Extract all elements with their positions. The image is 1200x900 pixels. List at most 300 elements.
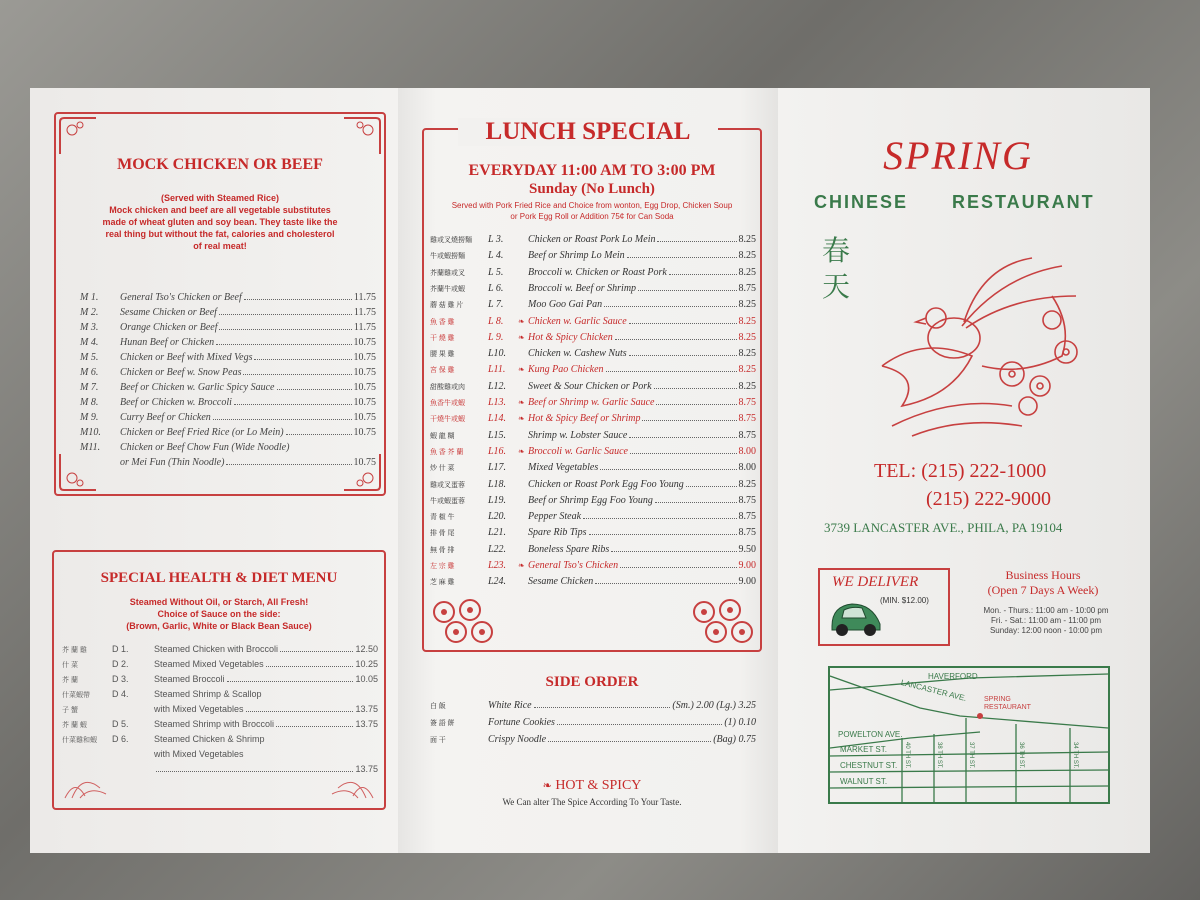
item-price: 10.75 (353, 352, 376, 363)
dot-leader (219, 329, 351, 330)
item-price: 8.25 (738, 234, 756, 245)
mock-description (56, 192, 384, 252)
mock-served: (Served with Steamed Rice) (160, 193, 280, 203)
mock-desc-line: Mock chicken and beef are all vegetable substitutes (109, 205, 331, 215)
item-price: 13.75 (355, 704, 378, 714)
dot-leader (254, 359, 351, 360)
dot-leader (620, 567, 736, 568)
we-deliver: WE DELIVER (832, 574, 919, 590)
hot-spicy-note: We Can alter The Spice According To Your Taste. (502, 797, 682, 807)
location-map (828, 666, 1110, 804)
lunch-item (430, 479, 756, 490)
cross-street-label: 37 TH ST. (968, 742, 974, 769)
dot-leader (589, 534, 737, 535)
item-code: L15. (488, 429, 507, 441)
item-name: Shrimp w. Lobster Sauce (528, 429, 628, 441)
mock-item (80, 382, 376, 393)
diet-item (62, 644, 378, 655)
item-price: 10.75 (353, 367, 376, 378)
item-chinese: 什 菜 (62, 662, 78, 669)
mock-item (80, 352, 376, 363)
item-name: Boneless Spare Ribs (528, 543, 610, 555)
lunch-note-line: Served with Pork Fried Rice and Choice from wonton, Egg Drop, Chicken Soup (451, 201, 733, 210)
lunch-item (430, 430, 756, 441)
item-name: Beef or Chicken w. Garlic Spicy Sauce (120, 382, 275, 393)
item-price: 8.25 (738, 266, 756, 278)
mock-desc-line: of real meat! (193, 241, 247, 251)
item-code: L20. (488, 511, 507, 523)
item-name: Mixed Vegetables (528, 462, 599, 474)
dot-leader (243, 374, 351, 375)
item-code: L 7. (488, 299, 504, 311)
dot-leader (595, 583, 736, 584)
dot-leader (642, 420, 736, 421)
lunch-item (430, 316, 756, 327)
dot-leader (557, 724, 722, 725)
dot-leader (669, 274, 737, 275)
lunch-item (430, 397, 756, 408)
item-price: 8.25 (738, 299, 756, 311)
item-name: Kung Pao Chicken (528, 364, 604, 376)
business-hours-sub: (Open 7 Days A Week) (987, 583, 1099, 597)
item-code: D 1. (112, 644, 129, 654)
item-code: L21. (488, 527, 507, 539)
item-chinese: 青 椒 牛 (430, 513, 455, 522)
item-price: 10.75 (353, 382, 376, 393)
pepper-icon: ❧ (518, 561, 525, 570)
item-price: 8.75 (738, 397, 756, 408)
item-name: Broccoli w. Beef or Shrimp (528, 282, 637, 294)
lunch-item (430, 446, 756, 457)
item-price: 8.25 (738, 348, 756, 360)
item-price: 10.75 (353, 337, 376, 348)
lunch-item (430, 413, 756, 424)
item-chinese: 魚香牛或蝦 (430, 399, 465, 407)
restaurant-name: SPRING (883, 133, 1033, 178)
hot-spicy-label: HOT & SPICY (555, 778, 642, 793)
item-code: M 9. (80, 412, 99, 423)
dot-leader (276, 726, 353, 727)
item-name: with Mixed Vegetables (154, 749, 244, 759)
item-name: Chicken or Beef with Mixed Vegs (120, 352, 253, 363)
item-name: Hunan Beef or Chicken (120, 337, 215, 348)
item-name: Hot & Spicy Chicken (528, 331, 613, 343)
street-label: HAVERFORD (928, 672, 978, 681)
delivery-box (818, 568, 950, 646)
item-price: 9.00 (738, 560, 756, 571)
street-label: CHESTNUT ST. (840, 761, 898, 770)
restaurant-word: RESTAURANT (952, 192, 1095, 212)
dot-leader (156, 771, 353, 772)
item-name: Broccoli w. Garlic Sauce (528, 445, 628, 457)
lunch-item (430, 332, 756, 343)
dot-leader (654, 388, 737, 389)
item-chinese: 簽 語 餅 (430, 719, 455, 727)
item-name: Sweet & Sour Chicken or Pork (528, 380, 652, 392)
diet-item (62, 689, 378, 700)
item-name: Chicken w. Cashew Nuts (528, 348, 627, 360)
lunch-item (430, 544, 756, 555)
item-code: D 4. (112, 689, 129, 699)
cross-street-label: 40 TH ST. (904, 742, 910, 769)
lunch-item (430, 576, 756, 587)
item-chinese: 雞或叉燒撈麵 (430, 236, 472, 244)
item-price: 8.00 (738, 445, 756, 457)
item-price: 11.75 (353, 307, 376, 318)
spring-marker-label (984, 696, 1031, 712)
lunch-item (430, 364, 756, 375)
item-price: 9.50 (738, 543, 756, 555)
item-price: 8.75 (738, 494, 756, 506)
item-code: L 3. (488, 234, 504, 245)
pepper-icon: ❧ (518, 446, 525, 456)
item-chinese: 甜酸雞或肉 (430, 382, 465, 391)
item-chinese: 炒 什 菜 (430, 464, 455, 473)
item-price: (1) 0.10 (724, 717, 756, 728)
zh-char: 春 (822, 236, 851, 267)
item-chinese: 蘑 菇 雞 片 (430, 301, 464, 310)
item-price: 8.75 (738, 282, 756, 294)
item-name: Steamed Chicken & Shrimp (154, 734, 265, 744)
dot-leader (686, 486, 737, 487)
item-code: D 5. (112, 719, 129, 729)
diet-item (62, 764, 378, 775)
item-name: Sesame Chicken or Beef (120, 307, 217, 318)
dot-leader (583, 518, 736, 519)
item-price: 8.25 (738, 250, 756, 262)
item-chinese: 腰 果 雞 (430, 350, 455, 359)
restaurant-label: RESTAURANT (984, 704, 1031, 711)
item-name: or Mei Fun (Thin Noodle) (120, 457, 225, 468)
cross-street-label: 38 TH ST. (936, 742, 942, 769)
diet-subtitle (54, 596, 384, 632)
lunch-item (430, 348, 756, 359)
mock-item (80, 367, 376, 378)
item-price: 11.75 (353, 322, 376, 333)
item-code: L18. (488, 478, 507, 490)
item-code: L19. (488, 494, 507, 506)
item-code: L13. (488, 397, 507, 408)
diet-item (62, 674, 378, 685)
lunch-item (430, 267, 756, 278)
item-price: 8.75 (738, 413, 756, 425)
dot-leader (286, 434, 352, 435)
lunch-item (430, 527, 756, 538)
item-name: Chicken or Beef Chow Fun (Wide Noodle) (120, 442, 290, 453)
item-chinese: 什菜蝦帶 (62, 692, 90, 699)
dot-leader (606, 371, 737, 372)
pepper-icon: ❧ (518, 365, 525, 375)
item-name: Spare Rib Tips (528, 527, 587, 539)
item-price: 8.25 (738, 380, 756, 392)
item-chinese: 牛或蝦蛋蓉 (430, 496, 465, 505)
item-name: with Mixed Vegetables (154, 704, 244, 714)
item-price: 10.75 (353, 427, 376, 438)
lunch-note-line: or Pork Egg Roll or Addition 75¢ for Can Soda (510, 212, 674, 221)
car-icon (828, 596, 884, 640)
dot-leader (244, 299, 352, 300)
item-chinese: 左 宗 雞 (430, 562, 455, 570)
item-code: M 6. (80, 367, 99, 378)
item-chinese: 蝦 龍 糊 (430, 431, 455, 440)
dot-leader (266, 666, 354, 667)
side-item (430, 717, 756, 728)
diet-title: SPECIAL HEALTH & DIET MENU (100, 570, 338, 586)
item-price: 11.75 (353, 292, 376, 303)
item-chinese: 干燒牛或蝦 (430, 415, 465, 424)
panel-right (778, 88, 1150, 853)
item-name: Chicken or Beef Fried Rice (or Lo Mein) (120, 427, 284, 438)
dot-leader (627, 257, 737, 258)
lunch-item (430, 381, 756, 392)
item-name: Hot & Spicy Beef or Shrimp (528, 413, 641, 425)
diet-item (62, 749, 378, 759)
lunch-item (430, 250, 756, 261)
item-price: 8.75 (738, 527, 756, 539)
dot-leader (234, 404, 352, 405)
dot-leader (629, 355, 737, 356)
item-name: Beef or Shrimp w. Garlic Sauce (528, 397, 655, 408)
diet-sub-line: Steamed Without Oil, or Starch, All Fresh! (129, 597, 309, 607)
tel-number-1: (215) 222-1000 (921, 460, 1047, 482)
item-code: M 8. (80, 397, 99, 408)
item-name: Broccoli w. Chicken or Roast Pork (528, 266, 667, 278)
mock-title: MOCK CHICKEN OR BEEF (117, 156, 323, 173)
address: 3739 LANCASTER AVE., PHILA, PA 19104 (824, 520, 1063, 535)
mock-item (80, 337, 376, 348)
item-code: M 7. (80, 382, 99, 393)
mock-desc-line: real thing but without the fat, calories and cholesterol (105, 229, 335, 239)
tel-number-2: (215) 222-9000 (926, 488, 1051, 510)
dot-leader (280, 651, 353, 652)
diet-item (62, 659, 378, 670)
item-name: Sesame Chicken (528, 576, 594, 588)
item-code: L22. (488, 543, 507, 555)
item-price: 8.75 (738, 429, 756, 441)
lunch-note (422, 200, 762, 222)
item-code: M11. (80, 442, 101, 453)
business-hours-list (968, 606, 1124, 636)
item-price: 10.75 (353, 397, 376, 408)
item-chinese: 芥蘭雞或叉 (430, 268, 465, 277)
mock-item (80, 397, 376, 408)
mock-desc-line: made of wheat gluten and soy bean. They taste like the (102, 217, 338, 227)
mock-box (54, 112, 386, 496)
item-chinese: 魚 香 雞 (430, 317, 455, 326)
item-price: 12.50 (355, 644, 378, 654)
item-chinese: 牛或蝦撈麵 (430, 252, 465, 261)
item-chinese: 芥 蘭 (62, 677, 78, 684)
item-code: D 2. (112, 659, 129, 669)
diet-sub-line: (Brown, Garlic, White or Black Bean Sauce) (126, 621, 312, 631)
spring-label: SPRING (984, 696, 1011, 703)
street-label: WALNUT ST. (840, 777, 888, 786)
item-chinese: 無 骨 排 (430, 545, 455, 554)
item-code: L23. (488, 560, 507, 571)
mock-item (80, 292, 376, 303)
item-code: L 4. (488, 250, 504, 262)
lunch-item (430, 511, 756, 522)
item-code: L 6. (488, 282, 504, 294)
item-code: L 9. (488, 331, 504, 343)
item-name: Steamed Chicken with Broccoli (154, 644, 279, 654)
lunch-item (430, 234, 756, 245)
pepper-icon: ❧ (518, 398, 525, 407)
dot-leader (604, 306, 736, 307)
item-chinese: 魚 香 芥 蘭 (430, 447, 464, 456)
chinese-characters (822, 234, 850, 306)
dot-leader (219, 314, 352, 315)
item-code: M 1. (80, 292, 99, 303)
item-price: 8.25 (738, 364, 756, 376)
item-price: 10.75 (353, 457, 376, 468)
item-name: Moo Goo Gai Pan (528, 299, 603, 311)
street-label: POWELTON AVE. (838, 730, 903, 739)
floral-corner-icon (58, 116, 98, 156)
mock-item (80, 412, 376, 423)
pepper-icon: ❧ (542, 780, 552, 792)
lunch-item (430, 560, 756, 571)
item-code: M 4. (80, 337, 99, 348)
item-price: 8.25 (738, 315, 756, 327)
item-chinese: 什菜雞和蝦 (62, 737, 97, 744)
item-name: Steamed Broccoli (154, 674, 225, 684)
dot-leader (246, 711, 354, 712)
item-name: Chicken or Beef w. Snow Peas (120, 367, 242, 378)
pepper-icon: ❧ (518, 316, 525, 326)
item-name: Chicken w. Garlic Sauce (528, 315, 627, 327)
item-code: L12. (488, 380, 507, 392)
street-label: LANCASTER AVE. (899, 677, 968, 704)
item-chinese: 芥蘭牛或蝦 (430, 284, 465, 293)
lunch-item (430, 462, 756, 473)
item-price: 8.25 (738, 331, 756, 343)
mock-item (80, 427, 376, 438)
dot-leader (548, 741, 711, 742)
item-code: M10. (80, 427, 101, 438)
hot-spicy-legend (422, 778, 762, 794)
item-chinese: 面 干 (430, 736, 446, 744)
flower-circles-icon (690, 598, 756, 646)
panel-middle (398, 88, 778, 853)
flower-circles-icon (430, 598, 496, 646)
item-price: 13.75 (355, 764, 378, 774)
item-price: 9.00 (738, 576, 756, 588)
cross-street-label: 34 TH ST. (1072, 742, 1078, 769)
panel-left (30, 88, 398, 853)
item-price: (Sm.) 2.00 (Lg.) 3.25 (672, 700, 756, 711)
item-name: Beef or Chicken w. Broccoli (120, 397, 232, 408)
item-name: Steamed Shrimp with Broccoli (154, 719, 275, 729)
item-chinese: 芥 蘭 蝦 (62, 722, 87, 729)
item-code: L 8. (488, 315, 504, 327)
side-item (430, 734, 756, 745)
mock-item (80, 457, 376, 468)
diet-item (62, 734, 378, 745)
item-name: General Tso's Chicken (528, 560, 619, 571)
street-label: MARKET ST. (840, 745, 887, 754)
item-code: M 3. (80, 322, 99, 333)
item-code: M 5. (80, 352, 99, 363)
item-name: White Rice (488, 700, 532, 711)
dot-leader (600, 469, 736, 470)
lunch-hours: EVERYDAY 11:00 AM TO 3:00 PM (468, 162, 716, 179)
dot-leader (629, 323, 737, 324)
dot-leader (655, 502, 737, 503)
dot-leader (638, 290, 736, 291)
item-code: L 5. (488, 266, 504, 278)
lunch-item (430, 299, 756, 310)
side-title: SIDE ORDER (545, 674, 639, 690)
pepper-icon: ❧ (518, 414, 525, 424)
lunch-sunday: Sunday (No Lunch) (529, 181, 655, 197)
item-chinese: 子 蟹 (62, 707, 78, 714)
item-code: L14. (488, 413, 507, 425)
diet-item (62, 704, 378, 715)
item-price: 8.00 (738, 462, 756, 474)
item-name: Crispy Noodle (488, 734, 547, 745)
item-price: 13.75 (355, 719, 378, 729)
item-name: Orange Chicken or Beef (120, 322, 218, 333)
dot-leader (615, 339, 737, 340)
item-price: 10.05 (355, 674, 378, 684)
side-item (430, 700, 756, 711)
item-chinese: 芥 蘭 雞 (62, 647, 87, 654)
dot-leader (534, 707, 671, 708)
item-chinese: 雞或叉蛋蓉 (430, 480, 465, 489)
item-name: Steamed Shrimp & Scallop (154, 689, 262, 699)
item-name: Chicken or Roast Pork Lo Mein (528, 234, 656, 245)
dot-leader (611, 551, 736, 552)
menu-brochure (30, 88, 1150, 853)
bird-blossom-icon (862, 256, 1102, 446)
item-name: Chicken or Roast Pork Egg Foo Young (528, 478, 684, 490)
item-code: L24. (488, 576, 507, 588)
item-chinese: 排 骨 尾 (430, 529, 455, 538)
lunch-title: LUNCH SPECIAL (458, 118, 718, 146)
item-price: (Bag) 0.75 (713, 734, 756, 745)
dot-leader (227, 681, 354, 682)
chinese-word: CHINESE (814, 192, 909, 212)
mock-item (80, 307, 376, 318)
zh-char: 天 (822, 272, 851, 303)
tel-label: TEL: (874, 460, 917, 482)
hours-line: Mon. - Thurs.: 11:00 am - 10:00 pm (983, 606, 1109, 615)
item-price: 8.75 (738, 511, 756, 523)
item-chinese: 干 燒 雞 (430, 333, 455, 342)
item-price: 10.25 (355, 659, 378, 669)
dot-leader (213, 419, 352, 420)
item-chinese: 芝 麻 雞 (430, 578, 455, 587)
dot-leader (277, 389, 352, 390)
item-name: Steamed Mixed Vegetables (154, 659, 264, 669)
item-code: L10. (488, 348, 507, 360)
diet-sub-line: Choice of Sauce on the side: (157, 609, 281, 619)
lunch-item (430, 283, 756, 294)
hours-line: Fri. - Sat.: 11:00 am - 11:00 pm (991, 616, 1101, 625)
item-name: Beef or Shrimp Egg Foo Young (528, 494, 653, 506)
item-price: 10.75 (353, 412, 376, 423)
business-hours-title: Business Hours (1005, 568, 1081, 582)
item-code: M 2. (80, 307, 99, 318)
item-price: 8.25 (738, 478, 756, 490)
dot-leader (656, 404, 736, 405)
dot-leader (630, 453, 737, 454)
item-code: L11. (488, 364, 506, 376)
diet-box (52, 550, 386, 810)
item-name: Beef or Shrimp Lo Mein (528, 250, 625, 262)
hours-line: Sunday: 12:00 noon - 10:00 pm (989, 626, 1103, 635)
